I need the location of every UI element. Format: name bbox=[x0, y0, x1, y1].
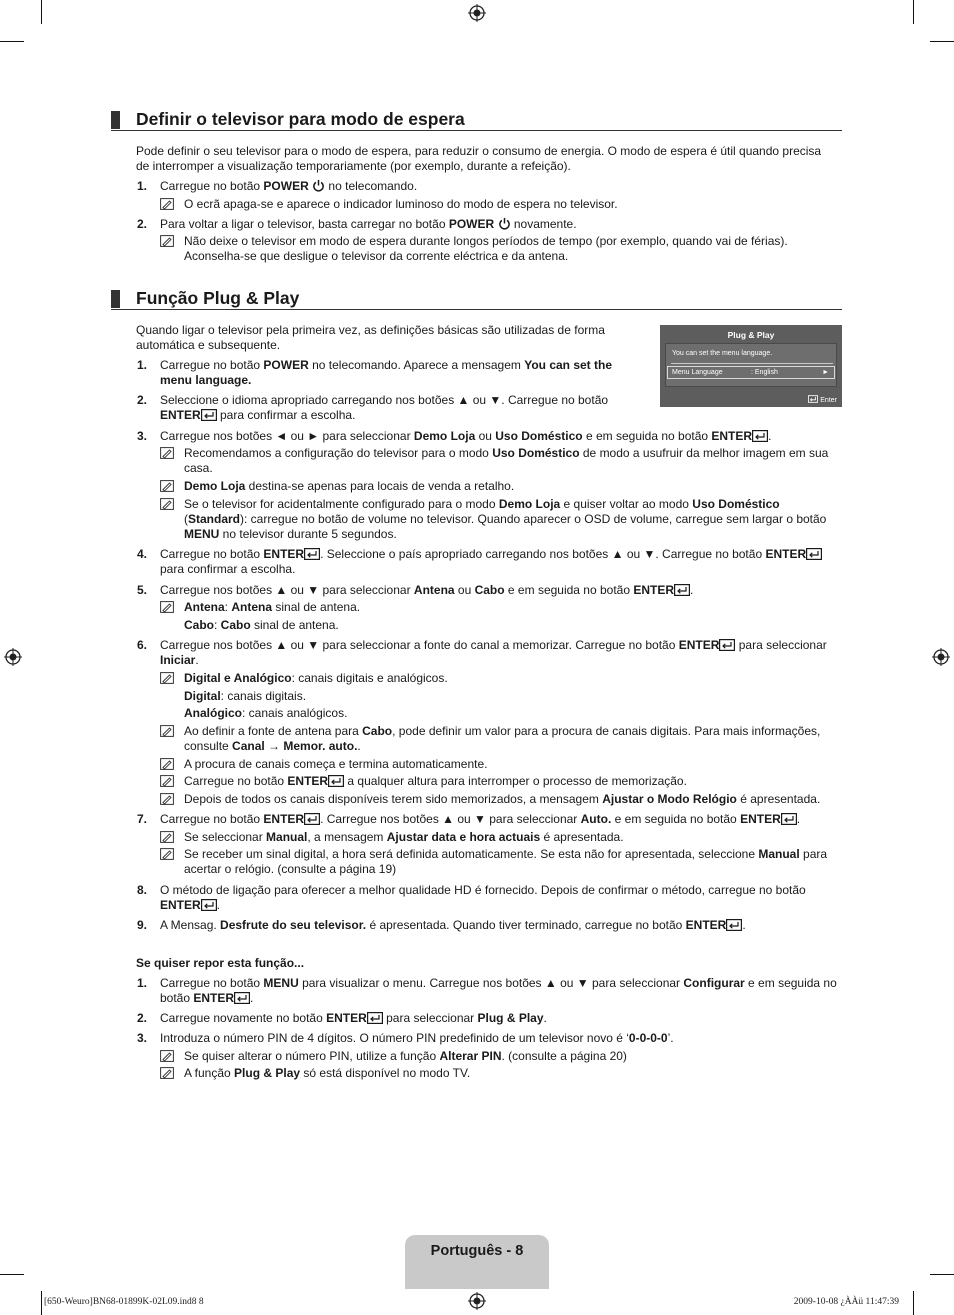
osd-message: You can set the menu language. bbox=[672, 350, 773, 357]
step-text: Carregue no botão ENTER . Seleccione o país apropriado carregando nos botões ▲ ou ▼. Carregue no botão ENTER para confirmar a escolha. bbox=[160, 547, 842, 577]
note-text: Recomendamos a configuração do televisor para o modo Uso Doméstico de modo a usufruir da melhor imagem em sua casa. bbox=[184, 446, 829, 475]
crop-mark bbox=[930, 41, 954, 42]
note-icon bbox=[160, 198, 174, 210]
enter-icon bbox=[367, 1012, 383, 1024]
enter-icon bbox=[781, 813, 797, 825]
note-icon bbox=[160, 831, 174, 843]
enter-icon bbox=[304, 813, 320, 825]
crop-mark bbox=[0, 1274, 24, 1275]
enter-icon bbox=[201, 899, 217, 911]
note-text: Depois de todos os canais disponíveis terem sido memorizados, a mensagem Ajustar o Modo Relógio é apresentada. bbox=[184, 792, 821, 806]
note-text: Não deixe o televisor em modo de espera durante longos períodos de tempo (por exemplo, quando vai de férias). Aconselha-se que desligue o televisor da corrente eléctrica e da antena. bbox=[184, 234, 788, 263]
step-text: Introduza o número PIN de 4 dígitos. O número PIN predefinido de um televisor novo é ‘0-0-0-0’. bbox=[160, 1031, 674, 1045]
note-text: Analógico: canais analógicos. bbox=[184, 706, 348, 720]
step-number: 1. bbox=[137, 179, 148, 193]
osd-title: Plug & Play bbox=[727, 330, 775, 340]
step-text: Carregue no botão MENU para visualizar o menu. Carregue nos botões ▲ ou ▼ para seleccionar Configurar e em seguida no botão ENTER . bbox=[160, 976, 837, 1005]
note-icon bbox=[160, 498, 174, 510]
crop-mark bbox=[930, 1274, 954, 1275]
note-text: Digital e Analógico: canais digitais e analógicos. bbox=[184, 671, 448, 685]
intro-paragraph: Quando ligar o televisor pela primeira vez, as definições básicas são utilizadas de forma automática e subsequente. bbox=[136, 323, 605, 352]
crop-mark bbox=[0, 41, 24, 42]
note-text: Demo Loja destina-se apenas para locais de venda a retalho. bbox=[184, 479, 515, 493]
print-file-info: [650-Weuro]BN68-01899K-02L09.ind8 8 bbox=[44, 1297, 204, 1307]
power-icon bbox=[312, 179, 325, 192]
section-heading-standby bbox=[111, 109, 842, 131]
step-number: 5. bbox=[137, 583, 148, 597]
enter-icon bbox=[674, 584, 690, 596]
step-text: Carregue no botão ENTER . Carregue nos botões ▲ ou ▼ para seleccionar Auto. e em seguida no botão ENTER . bbox=[160, 812, 801, 826]
page-number: Português - 8 bbox=[430, 1243, 524, 1259]
step-number: 2. bbox=[137, 217, 148, 231]
step-text: Carregue nos botões ◄ ou ► para seleccionar Demo Loja ou Uso Doméstico e em seguida no botão ENTER . bbox=[160, 429, 772, 443]
enter-icon bbox=[719, 639, 735, 651]
osd-enter-hint: Enter bbox=[808, 395, 837, 405]
enter-icon bbox=[201, 409, 217, 421]
osd-menu-language-row[interactable] bbox=[667, 366, 835, 379]
step-text: Para voltar a ligar o televisor, basta carregar no botão POWER novamente. bbox=[160, 217, 577, 231]
note-text: Carregue no botão ENTER a qualquer altura para interromper o processo de memorização. bbox=[184, 774, 687, 788]
enter-icon bbox=[806, 548, 822, 560]
note-text: Cabo: Cabo sinal de antena. bbox=[184, 618, 339, 632]
enter-icon bbox=[328, 775, 344, 787]
step-number: 1. bbox=[137, 976, 148, 990]
step-text: Carregue no botão POWER no telecomando. Aparece a mensagem You can set the menu language. bbox=[160, 358, 613, 387]
note-text: Antena: Antena sinal de antena. bbox=[184, 600, 361, 614]
osd-menu-value: : English bbox=[751, 369, 778, 376]
note-icon bbox=[160, 793, 174, 805]
note-text: Se o televisor for acidentalmente configurado para o modo Demo Loja e quiser voltar ao modo Uso Doméstico (Standard): carregue no botão de volume no televisor. Quando aparecer o OSD de volume, carregue sem largar o botão MENU no televisor durante 5 segundos. bbox=[184, 497, 827, 541]
step-text: A Mensag. Desfrute do seu televisor. é apresentada. Quando tiver terminado, carregue no botão ENTER . bbox=[160, 918, 746, 932]
note-text: Se seleccionar Manual, a mensagem Ajustar data e hora actuais é apresentada. bbox=[184, 830, 624, 844]
enter-icon bbox=[726, 919, 742, 931]
crop-mark bbox=[913, 0, 914, 24]
step-number: 2. bbox=[137, 393, 148, 407]
enter-icon bbox=[752, 430, 768, 442]
osd-divider bbox=[671, 363, 833, 364]
step-number: 8. bbox=[137, 883, 148, 897]
power-icon bbox=[498, 217, 511, 230]
note-icon bbox=[160, 848, 174, 860]
step-number: 1. bbox=[137, 358, 148, 372]
note-icon bbox=[160, 672, 174, 684]
step-number: 3. bbox=[137, 429, 148, 443]
note-text: A procura de canais começa e termina automaticamente. bbox=[184, 757, 488, 771]
note-icon bbox=[160, 480, 174, 492]
page-number-tab bbox=[405, 1235, 549, 1289]
note-icon bbox=[160, 1050, 174, 1062]
step-text: O método de ligação para oferecer a melhor qualidade HD é fornecido. Depois de confirmar o método, carregue no botão ENTER . bbox=[160, 883, 806, 912]
heading-bar bbox=[111, 111, 120, 129]
print-timestamp: 2009-10-08 ¿ÀÀü 11:47:39 bbox=[793, 1297, 899, 1307]
note-icon bbox=[160, 725, 174, 737]
registration-mark-icon bbox=[468, 1292, 486, 1310]
note-icon bbox=[160, 235, 174, 247]
plug-and-play-osd bbox=[660, 325, 842, 407]
registration-mark-icon bbox=[468, 4, 486, 22]
step-text: Carregue nos botões ▲ ou ▼ para seleccionar Antena ou Cabo e em seguida no botão ENTER . bbox=[160, 583, 694, 597]
note-text: A função Plug & Play só está disponível no modo TV. bbox=[184, 1066, 471, 1080]
section-title: Definir o televisor para modo de espera bbox=[136, 109, 465, 129]
enter-icon bbox=[304, 548, 320, 560]
step-number: 2. bbox=[137, 1011, 148, 1025]
note-icon bbox=[160, 601, 174, 613]
note-text: Se receber um sinal digital, a hora será definida automaticamente. Se esta não for apresentada, seleccione Manual para acertar o relógio. (consulte a página 19) bbox=[184, 847, 828, 876]
step-number: 4. bbox=[137, 547, 148, 561]
reset-subheading: Se quiser repor esta função... bbox=[136, 956, 305, 970]
note-text: Digital: canais digitais. bbox=[184, 689, 307, 703]
crop-mark bbox=[913, 1291, 914, 1315]
step-number: 9. bbox=[137, 918, 148, 932]
step-text: Carregue no botão POWER no telecomando. bbox=[160, 179, 418, 193]
note-icon bbox=[160, 447, 174, 459]
step-text: Seleccione o idioma apropriado carregando nos botões ▲ ou ▼. Carregue no botão ENTER para confirmar a escolha. bbox=[160, 393, 609, 422]
note-icon bbox=[160, 758, 174, 770]
step-number: 6. bbox=[137, 638, 148, 652]
note-text: O ecrã apaga-se e aparece o indicador luminoso do modo de espera no televisor. bbox=[184, 197, 618, 211]
intro-paragraph: Pode definir o seu televisor para o modo de espera, para reduzir o consumo de energia. O modo de espera é útil quando precisa de interromper a visualização temporariamente (por exemplo, durante a refeição). bbox=[136, 144, 822, 173]
crop-mark bbox=[41, 0, 42, 24]
heading-bar bbox=[111, 290, 120, 308]
note-text: Ao definir a fonte de antena para Cabo, pode definir um valor para a procura de canais digitais. Para mais informações, consulte Canal → Memor. auto.. bbox=[184, 724, 821, 753]
section-heading-plug-and-play bbox=[111, 288, 842, 310]
osd-menu-label: Menu Language bbox=[672, 369, 723, 376]
osd-panel bbox=[665, 343, 837, 387]
section-title: Função Plug & Play bbox=[136, 288, 300, 308]
enter-icon bbox=[808, 395, 818, 403]
step-text: Carregue novamente no botão ENTER para seleccionar Plug & Play. bbox=[160, 1011, 547, 1025]
step-number: 7. bbox=[137, 812, 148, 826]
enter-icon bbox=[234, 992, 250, 1004]
note-icon bbox=[160, 1067, 174, 1079]
registration-mark-icon bbox=[932, 648, 950, 666]
note-icon bbox=[160, 775, 174, 787]
crop-mark bbox=[41, 1291, 42, 1315]
step-number: 3. bbox=[137, 1031, 148, 1045]
right-arrow-icon: ► bbox=[822, 369, 829, 376]
registration-mark-icon bbox=[4, 648, 22, 666]
step-text: Carregue nos botões ▲ ou ▼ para seleccionar a fonte do canal a memorizar. Carregue no botão ENTER para seleccionar Iniciar. bbox=[160, 638, 827, 667]
note-text: Se quiser alterar o número PIN, utilize a função Alterar PIN. (consulte a página 20) bbox=[184, 1049, 627, 1063]
